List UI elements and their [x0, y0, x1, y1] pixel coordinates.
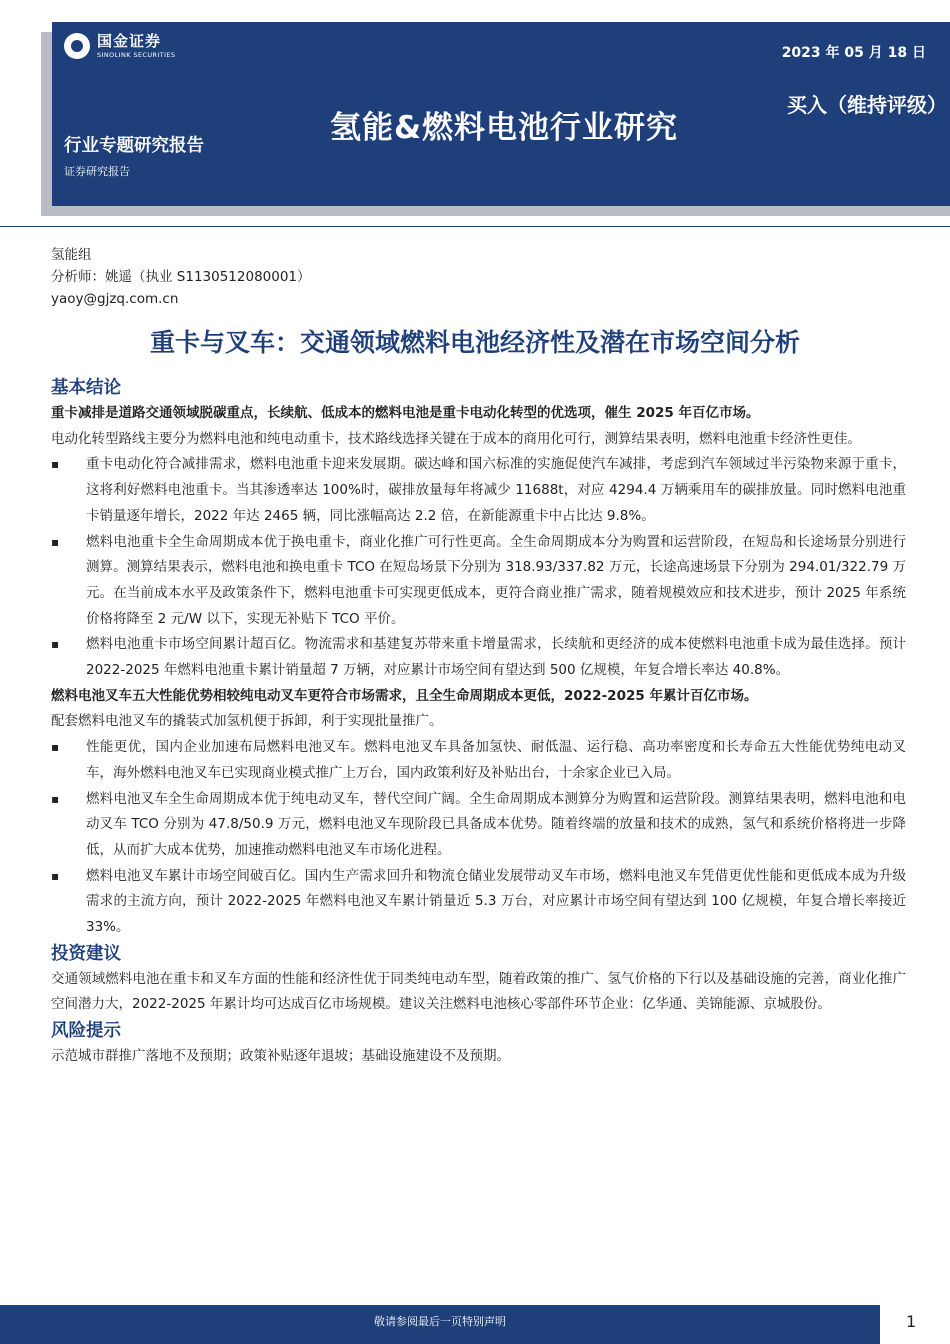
rating-badge: 买入（维持评级） — [787, 93, 947, 117]
list-item: ▪ 燃料电池叉车累计市场空间破百亿。国内生产需求回升和物流仓储业发展带动叉车市场，燃料电池叉车凭借更优性能和更低成本成为升级需求的主流方向，预计 2022-2025 年燃料电池叉车累计销量近 5.3 万台，对应累计市场空间有望达到 100 亿规模，年复合增长率接近 33%。 — [51, 864, 906, 941]
company-logo — [64, 33, 175, 59]
key-point-heavy-truck: 重卡减排是道路交通领域脱碳重点，长续航、低成本的燃料电池是重卡电动化转型的优选项，催生 2025 年百亿市场。 — [51, 405, 760, 421]
report-subtype: 证券研究报告 — [64, 165, 130, 178]
section-heading-risk: 风险提示 — [51, 1021, 121, 1042]
key-point-forklift: 燃料电池叉车五大性能优势相较纯电动叉车更符合市场需求，且全生命周期成本更低，2022-2025 年累计百亿市场。 — [51, 687, 758, 704]
analyst-email: yaoy@gjzq.com.cn — [51, 291, 179, 307]
section-heading-conclusion: 基本结论 — [51, 378, 121, 398]
paragraph: 配套燃料电池叉车的撬装式加氢机便于拆卸，利于实现批量推广。 — [51, 713, 443, 730]
team-name: 氢能组 — [51, 247, 92, 263]
report-date: 2023 年 05 月 18 日 — [781, 45, 926, 61]
footer-disclaimer: 敬请参阅最后一页特别声明 — [374, 1315, 506, 1328]
analyst-name: 分析师：姚遥（执业 S1130512080001） — [51, 269, 311, 285]
bullet-list — [51, 735, 906, 941]
list-item: ▪ 燃料电池重卡全生命周期成本优于换电重卡，商业化推广可行性更高。全生命周期成本分为购置和运营阶段，在短岛和长途场景分别进行测算。测算结果表示，燃料电池和换电重卡 TCO 在短岛场景下分别为 318.93/337.82 万元，长途高速场景下分别为 294.01/322.79 万元。在当前成本水平及政策条件下，燃料电池重卡可实现更低成本，更符合商业推广需求，随着规模效应和技术进步，预计 2025 年系统价格将降至 2 元/W 以下，实现无补贴下 TCO 平价。 — [51, 530, 906, 633]
report-type: 行业专题研究报告 — [64, 136, 204, 156]
industry-title: 氢能&燃料电池行业研究 — [330, 110, 679, 146]
logo-name-cn: 国金证券 — [97, 31, 162, 50]
risk-text: 示范城市群推广落地不及预期；政策补贴逐年退坡；基础设施建设不及预期。 — [51, 1048, 510, 1065]
analyst-info — [51, 244, 311, 310]
list-item: ▪ 重卡电动化符合减排需求，燃料电池重卡迎来发展期。碳达峰和国六标准的实施促使汽车减排，考虑到汽车领域过半污染物来源于重卡，这将利好燃料电池重卡。当其渗透率达 100%时，碳排放量每年将减少 11688t，对应 4294.4 万辆乘用车的碳排放量。同时燃料电池重卡销量逐年增长，2022 年达 2465 辆，同比涨幅高达 2.2 倍，在新能源重卡中占比达 9.8%。 — [51, 452, 906, 529]
page-number: 1 — [906, 1312, 917, 1331]
paragraph: 电动化转型路线主要分为燃料电池和纯电动重卡，技术路线选择关键在于成本的商用化可行，测算结果表明，燃料电池重卡经济性更佳。 — [51, 430, 861, 447]
report-banner — [52, 22, 950, 206]
logo-name-en: SINOLINK SECURITIES — [97, 50, 176, 59]
divider — [0, 226, 950, 227]
investment-text: 交通领域燃料电池在重卡和叉车方面的性能和经济性优于同类纯电动车型，随着政策的推广、氢气价格的下行以及基础设施的完善，商业化推广空间潜力大，2022-2025 年累计均可达成百亿市场规模。建议关注燃料电池核心零部件环节企业：亿华通、美锦能源、京城股份。 — [51, 970, 906, 1013]
section-heading-investment: 投资建议 — [51, 943, 121, 964]
bullet-list — [51, 452, 906, 683]
list-item: ▪ 燃料电池重卡市场空间累计超百亿。物流需求和基建复苏带来重卡增量需求，长续航和更经济的成本使燃料电池重卡成为最佳选择。预计 2022-2025 年燃料电池重卡累计销量超 7 万辆，对应累计市场空间有望达到 500 亿规模，年复合增长率达 40.8%。 — [51, 632, 906, 683]
logo-icon — [64, 33, 90, 59]
list-item: ▪ 性能更优，国内企业加速布局燃料电池叉车。燃料电池叉车具备加氢快、耐低温、运行稳、高功率密度和长寿命五大性能优势纯电动叉车，海外燃料电池叉车已实现商业模式推广上万台，国内政策利好及补贴出台，十余家企业已入局。 — [51, 735, 906, 786]
page-title: 重卡与叉车：交通领域燃料电池经济性及潜在市场空间分析 — [149, 328, 800, 357]
report-body — [51, 375, 906, 1070]
list-item: ▪ 燃料电池叉车全生命周期成本优于纯电动叉车，替代空间广阔。全生命周期成本测算分为购置和运营阶段。测算结果表明，燃料电池和电动叉车 TCO 分别为 47.8/50.9 万元，燃料电池叉车现阶段已具备成本优势。随着终端的放量和技术的成熟，氢气和系统价格将进一步降低，从而扩大成本优势，加速推动燃料电池叉车市场化进程。 — [51, 787, 906, 864]
